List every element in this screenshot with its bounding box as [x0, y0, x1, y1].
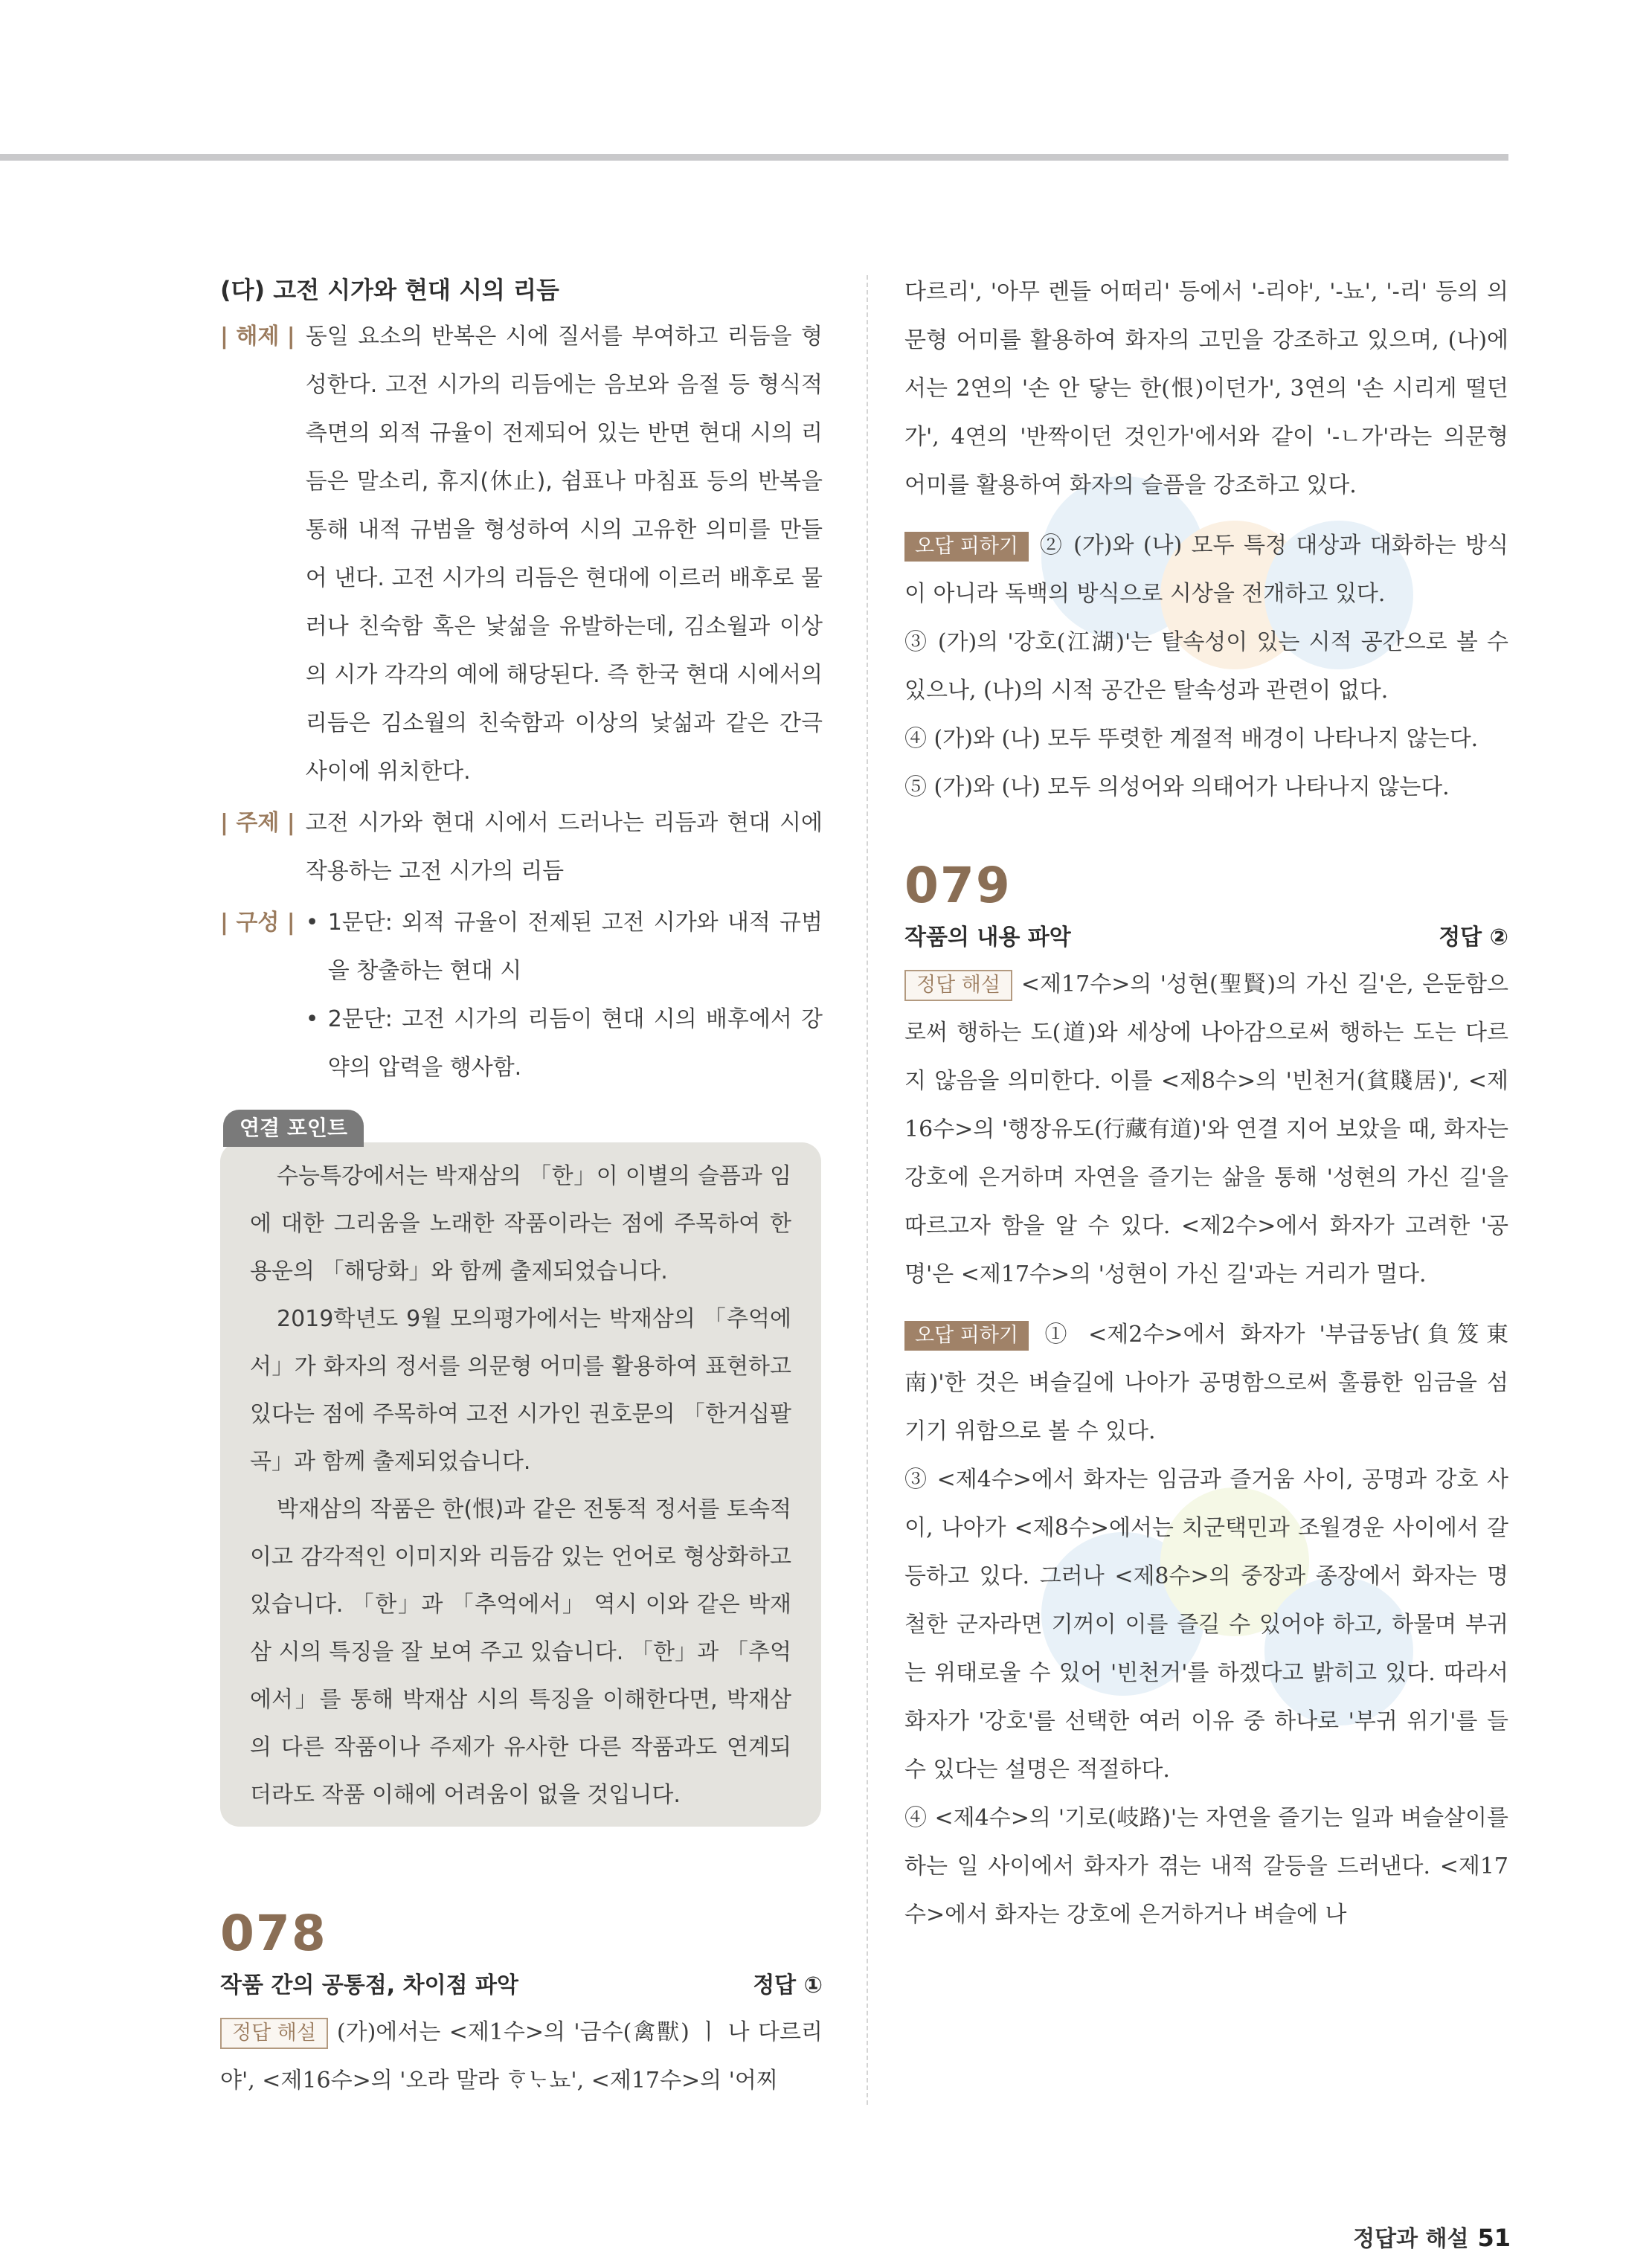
answer-explanation-text: (가)에서는 <제1수>의 '금수(禽獸) ㅣ 나 다르리야', <제16수>의 '오라 말라 ᄒᆞᄂᆞ뇨', <제17수>의 '어찌	[220, 2019, 823, 2094]
theme-desc-row	[220, 312, 823, 796]
column-separator	[867, 275, 868, 2105]
link-point-paragraph: 박재삼의 작품은 한(恨)과 같은 전통적 정서를 토속적이고 감각적인 이미지와 리듬감 있는 언어로 형상화하고 있습니다. 「한」과 「추억에서」 역시 이와 같은 박재삼 시의 특징을 잘 보여 주고 있습니다. 「한」과 「추억에서」를 통해 박재삼 시의 특징을 이해한다면, 박재삼의 다른 작품이나 주제가 유사한 다른 작품과도 연계되더라도 작품 이해에 어려움이 없을 것입니다.	[250, 1496, 791, 1808]
link-point-paragraph: 수능특강에서는 박재삼의 「한」이 이별의 슬픔과 임에 대한 그리움을 노래한 작품이라는 점에 주목하여 한용운의 「해당화」와 함께 출제되었습니다.	[250, 1163, 791, 1284]
wrong-answer-tag: 오답 피하기	[904, 1321, 1029, 1351]
answer-explanation	[904, 960, 1508, 1299]
answer-explanation	[220, 2008, 823, 2105]
question-topic: 작품 간의 공통점, 차이점 파악	[220, 1972, 518, 1998]
structure-item	[306, 995, 823, 1092]
link-point-tab: 연결 포인트	[223, 1110, 364, 1147]
link-point-paragraph: 2019학년도 9월 모의평가에서는 박재삼의 「추억에서」가 화자의 정서를 의문형 어미를 활용하여 표현하고 있다는 점에 주목하여 고전 시가인 권호문의 「한거십팔곡」과 함께 출제되었습니다.	[250, 1306, 791, 1475]
page-footer	[1353, 2220, 1511, 2253]
wrong-answer-item: ④ (가)와 (나) 모두 뚜렷한 계절적 배경이 나타나지 않는다.	[904, 726, 1479, 752]
structure-list	[306, 898, 823, 1092]
wrong-answer-item: ③ <제4수>에서 화자는 임금과 즐거움 사이, 공명과 강호 사이, 나아가 <제8수>에서는 치군택민과 조월경운 사이에서 갈등하고 있다. 그러나 <제8수>의 중장과 종장에서 화자는 명철한 군자라면 기꺼이 이를 즐길 수 있어야 하고, 하물며 부귀는 위태로울 수 있어 '빈천거'를 하겠다고 밝히고 있다. 따라서 화자가 '강호'를 선택한 여러 이유 중 하나로 '부귀 위기'를 들 수 있다는 설명은 적절하다.	[904, 1467, 1508, 1783]
wrong-answer-item: ⑤ (가)와 (나) 모두 의성어와 의태어가 나타나지 않는다.	[904, 774, 1450, 800]
wrong-answer-item: ④ <제4수>의 '기로(岐路)'는 자연을 즐기는 일과 벼슬살이를 하는 일 사이에서 화자가 겪는 내적 갈등을 드러낸다. <제17수>에서 화자는 강호에 은거하거나 벼슬에 나	[904, 1805, 1508, 1928]
theme-desc-label: | 해제 |	[220, 324, 295, 350]
page-number: 51	[1477, 2224, 1511, 2252]
bullet: •	[305, 1006, 319, 1032]
question-header	[904, 916, 1508, 960]
wrong-answers-078	[904, 521, 1508, 811]
subject-label: | 주제 |	[220, 810, 295, 836]
section-title: (다) 고전 시가와 현대 시의 리듬	[220, 276, 559, 304]
link-point-box	[220, 1142, 821, 1827]
wrong-answer-item: ③ (가)의 '강호(江湖)'는 탈속성이 있는 시적 공간으로 볼 수 있으나, (나)의 시적 공간은 탈속성과 관련이 없다.	[904, 629, 1508, 704]
theme-desc-text: 동일 요소의 반복은 시에 질서를 부여하고 리듬을 형성한다. 고전 시가의 리듬에는 음보와 음절 등 형식적 측면의 외적 규율이 전제되어 있는 반면 현대 시의 리듬은 말소리, 휴지(休止), 쉼표나 마침표 등의 반복을 통해 내적 규범을 형성하여 시의 고유한 의미를 만들어 낸다. 고전 시가의 리듬은 현대에 이르러 배후로 물러나 친숙함 혹은 낯섦을 유발하는데, 김소월과 이상의 시가 각각의 예에 해당된다. 즉 한국 현대 시에서의 리듬은 김소월의 친숙함과 이상의 낯섦과 같은 간극 사이에 위치한다.	[305, 324, 823, 785]
answer-explanation-tag: 정답 해설	[904, 970, 1012, 1001]
structure-item-text: 2문단: 고전 시가의 리듬이 현대 시의 배후에서 강약의 압력을 행사함.	[327, 1006, 823, 1081]
question-number: 079	[904, 857, 1012, 914]
question-079	[904, 856, 1508, 1939]
structure-item	[306, 898, 823, 995]
subject-text: 고전 시가와 현대 시에서 드러나는 리듬과 현대 시에 작용하는 고전 시가의 리듬	[305, 810, 823, 884]
top-rule	[0, 154, 1508, 161]
question-answer: 정답 ②	[1439, 924, 1508, 951]
wrong-answer-tag: 오답 피하기	[904, 532, 1029, 562]
question-answer: 정답 ①	[753, 1972, 823, 1998]
subject-row	[220, 799, 823, 895]
structure-row	[220, 898, 823, 1092]
structure-item-text: 1문단: 외적 규율이 전제된 고전 시가와 내적 규범을 창출하는 현대 시	[327, 910, 823, 984]
continued-explanation: 다르리', '아무 렌들 어떠리' 등에서 '-리야', '-뇨', '-리' 등의 의문형 어미를 활용하여 화자의 고민을 강조하고 있으며, (나)에서는 2연의 '손 안 닿는 한(恨)이던가', 3연의 '손 시리게 떨던가', 4연의 '반짝이던 것인가'에서와 같이 '-ㄴ가'라는 의문형 어미를 활용하여 화자의 슬픔을 강조하고 있다.	[904, 279, 1508, 498]
wrong-answer-item: 오답 피하기 ① <제2수>에서 화자가 '부급동남(負笈東南)'한 것은 벼슬길에 나아가 공명함으로써 훌륭한 임금을 섬기기 위함으로 볼 수 있다.	[904, 1322, 1508, 1444]
question-header	[220, 1963, 823, 2008]
wrong-answer-item: 오답 피하기 ② (가)와 (나) 모두 특정 대상과 대화하는 방식이 아니라 독백의 방식으로 시상을 전개하고 있다.	[904, 533, 1508, 607]
structure-label: | 구성 |	[220, 910, 295, 936]
question-078	[220, 1904, 823, 2105]
question-number: 078	[220, 1905, 327, 1962]
answer-explanation-tag: 정답 해설	[220, 2018, 328, 2049]
bullet: •	[305, 910, 319, 936]
footer-label: 정답과 해설	[1353, 2226, 1469, 2252]
question-topic: 작품의 내용 파악	[904, 924, 1071, 951]
left-column	[220, 268, 823, 1092]
answer-explanation-text: <제17수>의 '성현(聖賢)의 가신 길'은, 은둔함으로써 행하는 도(道)와 세상에 나아감으로써 행하는 도는 다르지 않음을 의미한다. 이를 <제8수>의 '빈천거(貧賤居)', <제16수>의 '행장유도(行藏有道)'와 연결 지어 보았을 때, 화자는 강호에 은거하며 자연을 즐기는 삶을 통해 '성현의 가신 길'을 따르고자 함을 알 수 있다. <제2수>에서 화자가 고려한 '공명'은 <제17수>의 '성현이 가신 길'과는 거리가 멀다.	[904, 971, 1508, 1287]
wrong-answers-079	[904, 1310, 1508, 1939]
right-column	[904, 268, 1508, 1939]
